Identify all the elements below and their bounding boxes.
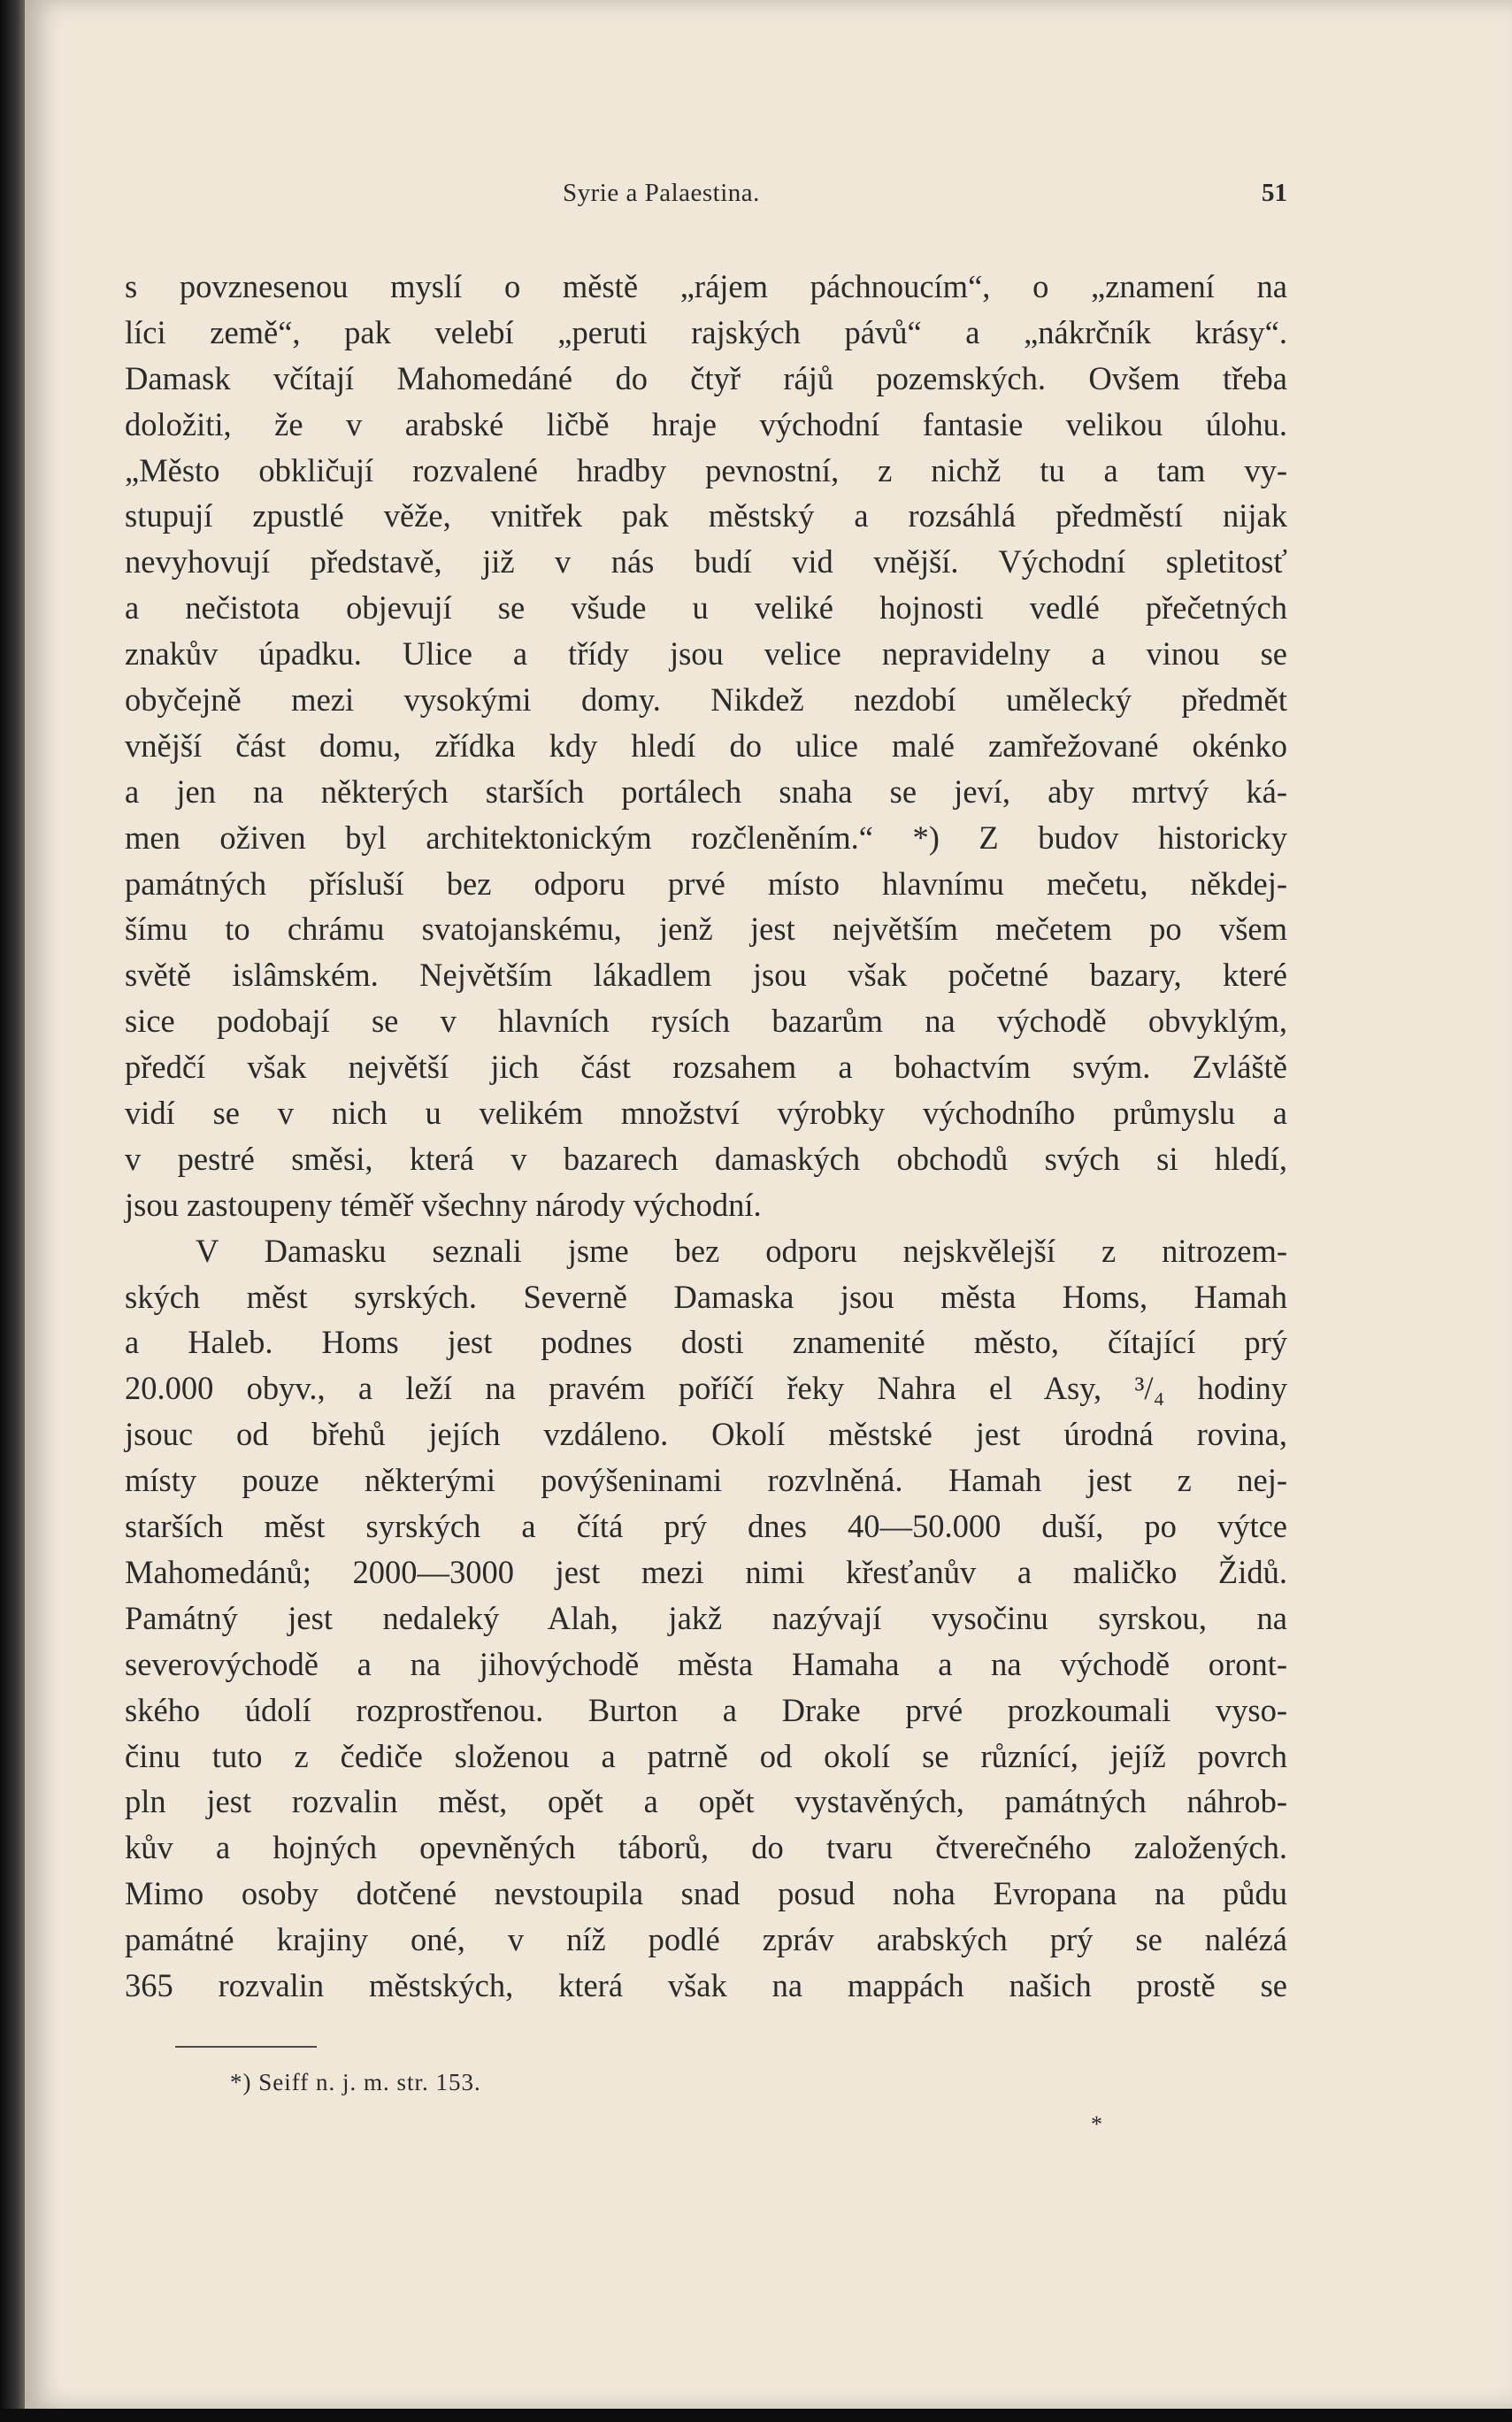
text-line: místy pouze některými povýšeninami rozvlněná. Hamah jest z nej- — [125, 1462, 1287, 1499]
text-line: Památný jest nedaleký Alah, jakž nazývají vysočinu syrskou, na — [125, 1599, 1287, 1636]
text-line: 365 rozvalin městských, která však na mappách našich prostě se — [125, 1966, 1287, 2003]
page-bottom-edge — [0, 2409, 1512, 2422]
page-number: 51 — [1262, 179, 1287, 207]
text-line: světě islâmském. Největším lákadlem jsou však početné bazary, které — [125, 957, 1287, 994]
footnote-rule — [175, 2046, 317, 2048]
text-line: doložiti, že v arabské ličbě hraje východní fantasie velikou úlohu. — [125, 405, 1287, 442]
text-line: předčí však největší jich část rozsahem a bohactvím svým. Zvláště — [125, 1049, 1287, 1086]
text-line: Mimo osoby dotčené nevstoupila snad posud noha Evropana na půdu — [125, 1875, 1287, 1912]
text-line: znakův úpadku. Ulice a třídy jsou velice nepravidelny a vinou se — [125, 635, 1287, 673]
text-line: V Damasku seznali jsme bez odporu nejskvělejší z nitrozem- — [196, 1232, 1287, 1269]
text-line: v pestré směsi, která v bazarech damaských obchodů svých si hledí, — [125, 1140, 1287, 1177]
text-line: památné krajiny oné, v níž podlé zpráv arabských prý se nalézá — [125, 1921, 1287, 1958]
text-line: jsouc od břehů jejích vzdáleno. Okolí městské jest úrodná rovina, — [125, 1416, 1287, 1453]
footnote: *) Seiff n. j. m. str. 153. — [230, 2069, 481, 2095]
text-line: líci země“, pak velebí „peruti rajských pávů“ a „nákrčník krásy“. — [125, 313, 1287, 350]
text-line: nevyhovují představě, již v nás budí vid vnější. Východní spletitosť — [125, 543, 1287, 581]
text-line: památných přísluší bez odporu prvé místo hlavnímu mečetu, někdej- — [125, 865, 1287, 902]
text-line: „Město obkličují rozvalené hradby pevnostní, z nichž tu a tam vy- — [125, 451, 1287, 488]
text-line: kův a hojných opevněných táborů, do tvaru čtverečného založených. — [125, 1829, 1287, 1866]
text-line: obyčejně mezi vysokými domy. Nikdež nezdobí umělecký předmět — [125, 681, 1287, 719]
text-line: ských měst syrských. Severně Damaska jsou města Homs, Hamah — [125, 1278, 1287, 1315]
book-page — [25, 0, 1512, 2409]
running-title: Syrie a Palaestina. — [563, 179, 760, 207]
signature-mark: * — [1091, 2111, 1102, 2137]
text-line: vnější část domu, zřídka kdy hledí do ulice malé zamřežované okénko — [125, 727, 1287, 764]
text-line: ského údolí rozprostřenou. Burton a Drake prvé prozkoumali vyso- — [125, 1691, 1287, 1728]
text-line: starších měst syrských a čítá prý dnes 40—50.000 duší, po výtce — [125, 1508, 1287, 1545]
text-line: pln jest rozvalin měst, opět a opět vystavěných, památných náhrob- — [125, 1783, 1287, 1820]
text-line: sice podobají se v hlavních rysích bazarům na východě obvyklým, — [125, 1003, 1287, 1040]
text-line: vidí se v nich u velikém množství výrobky východního průmyslu a — [125, 1095, 1287, 1132]
text-line: a jen na některých starších portálech snaha se jeví, aby mrtvý ká- — [125, 773, 1287, 810]
text-line: s povznesenou myslí o městě „rájem páchnoucím“, o „znamení na — [125, 268, 1287, 304]
text-line: Damask včítají Mahomedáné do čtyř rájů pozemských. Ovšem třeba — [125, 359, 1287, 396]
text-line: 20.000 obyv., a leží na pravém poříčí řeky Nahra el Asy, ³/₄ hodiny — [125, 1370, 1287, 1407]
text-line: severovýchodě a na jihovýchodě města Hamaha a na východě oront- — [125, 1645, 1287, 1682]
text-line: a Haleb. Homs jest podnes dosti znamenité město, čítající prý — [125, 1324, 1287, 1361]
text-line: men oživen byl architektonickým rozčleněním.“ *) Z budov historicky — [125, 819, 1287, 856]
text-line: šímu to chrámu svatojanskému, jenž jest největším mečetem po všem — [125, 911, 1287, 948]
text-line: činu tuto z čediče složenou a patrně od okolí se různící, jejíž povrch — [125, 1737, 1287, 1774]
text-line: a nečistota objevují se všude u veliké hojnosti vedlé přečetných — [125, 589, 1287, 627]
page-header — [25, 179, 1512, 214]
book-spine-shadow — [0, 0, 25, 2422]
text-line: jsou zastoupeny téměř všechny národy východní. — [125, 1186, 762, 1223]
body-text — [125, 264, 1287, 2009]
text-line: stupují zpustlé věže, vnitřek pak městský a rozsáhlá předměstí nijak — [125, 497, 1287, 534]
text-line: Mahomedánů; 2000—3000 jest mezi nimi křesťanův a maličko Židů. — [125, 1553, 1287, 1590]
